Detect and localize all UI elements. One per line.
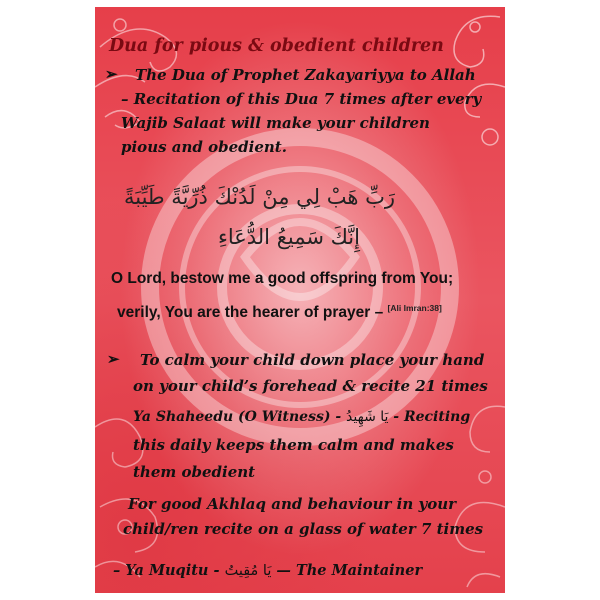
dua-poster [95,7,505,593]
section2-line-4: them obedient [133,463,256,481]
section2-line-2: on your child’s forehead & recite 21 times [133,377,488,395]
section2-line-1: To calm your child down place your hand [140,351,485,369]
ya-shaheedu-arabic: يَا شَهِيدُ [346,409,389,425]
quran-reference: [Ali Imran:38] [387,303,442,313]
section1-line-1: The Dua of Prophet Zakayariyya to Allah [135,66,476,84]
translation-line-2 [117,298,442,323]
section1-bullet-arrow: ➢ [105,65,118,83]
ya-muqitu-arabic: يَا مُقِيتُ [224,563,272,579]
ya-shaheedu-prefix: Ya Shaheedu (O Witness) - [133,409,342,425]
translation-line-2-text: verily, You are the hearer of prayer – [117,304,384,322]
section1-line-2: – Recitation of this Dua 7 times after every [121,90,482,108]
section3-line-2: child/ren recite on a glass of water 7 times [123,520,484,538]
ya-shaheedu-suffix: - Reciting [393,409,471,425]
section3-line-1: For good Akhlaq and behaviour in your [128,495,457,513]
ya-muqitu-prefix: – Ya Muqitu - [113,562,220,579]
arabic-dua-line-2: إِنَّكَ سَمِيعُ الدُّعَاءِ [217,225,360,249]
poster-title: Dua for pious & obedient children [109,36,444,56]
ya-shaheedu-line [133,407,470,427]
section2-line-3: this daily keeps them calm and makes [133,436,454,454]
section2-bullet-arrow: ➢ [107,350,120,368]
ya-muqitu-suffix: — The Maintainer [276,562,423,579]
arabic-dua-line-1: رَبِّ هَبْ لِي مِنْ لَدُنْكَ ذُرِّيَّةً طَيِّبَةً [123,185,395,209]
section1-line-4: pious and obedient. [121,138,287,156]
section1-line-3: Wajib Salaat will make your children [121,114,430,132]
translation-line-1: O Lord, bestow me a good offspring from You; [111,270,454,287]
ya-muqitu-line [113,561,422,581]
